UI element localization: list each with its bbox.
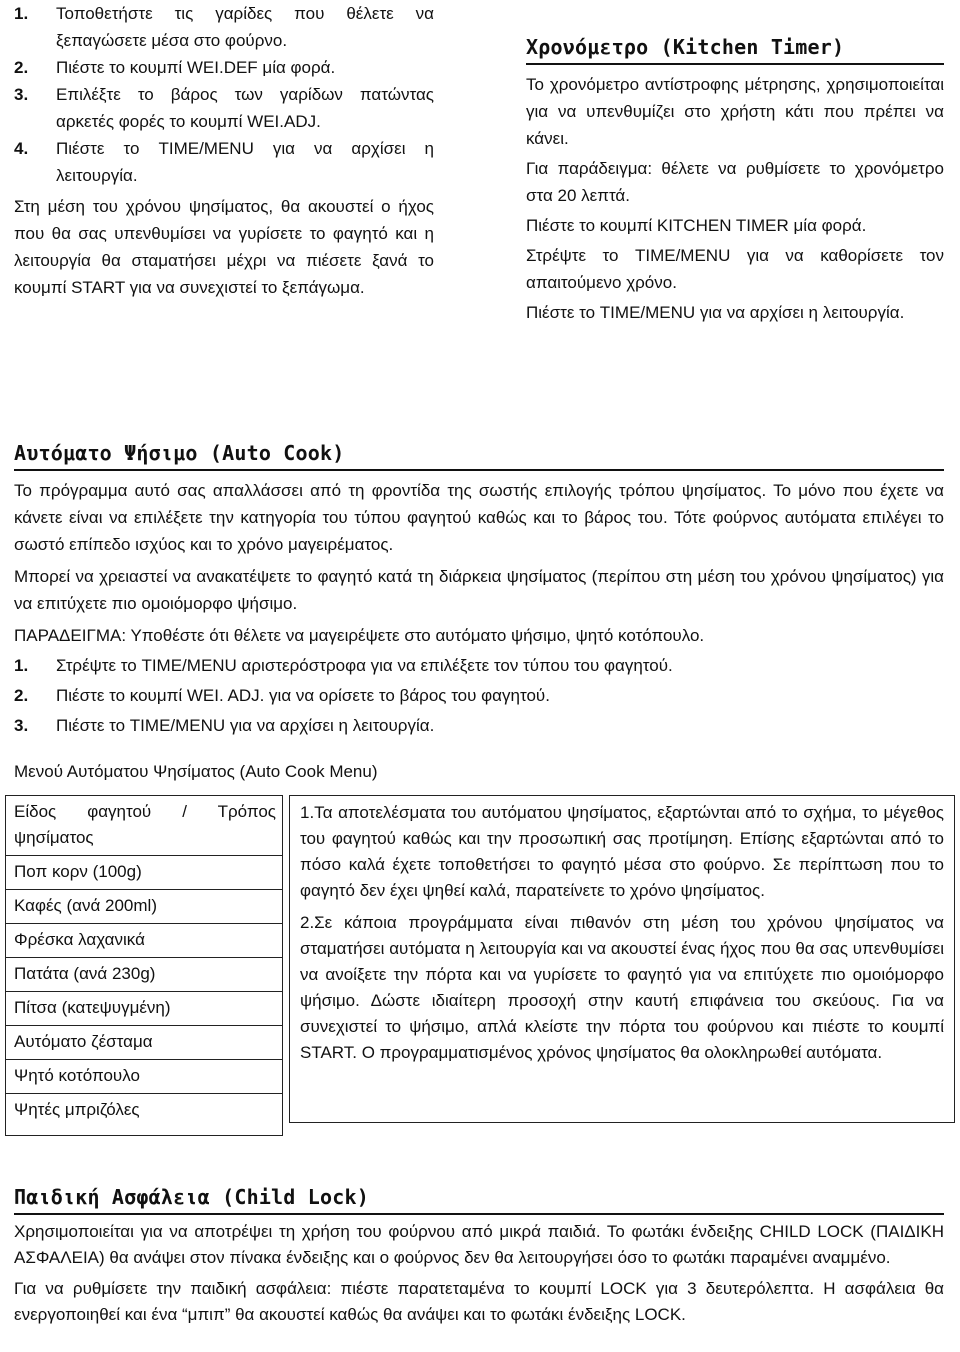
- step-number: 2.: [14, 58, 29, 77]
- timer-paragraph: Στρέψτε το TIME/MENU για να καθορίσετε τον απαιτούμενο χρόνο.: [526, 246, 944, 292]
- step-number: 3.: [14, 716, 29, 735]
- heading-underline: [526, 63, 944, 65]
- auto-cook-example-steps: [14, 652, 944, 739]
- auto-cook-paragraph: Μπορεί να χρειαστεί να ανακατέψετε το φαγητό κατά τη διάρκεια ψησίματος (περίπου στη μέση του χρόνου ψησίματος) για να επιτύχετε πιο ομοιόμορφο ψήσιμο.: [14, 567, 944, 613]
- step-text: Πιέστε το κουμπί WEI.DEF μία φορά.: [56, 58, 336, 77]
- step-number: 1.: [14, 656, 29, 675]
- step-number: 1.: [14, 4, 29, 23]
- auto-cook-note: 2.Σε κάποια προγράμματα είναι πιθανόν στη μέση του χρόνου ψησίματος να σταματήσει αυτόματα η λειτουργία και να ακουστεί ένας ήχος που θα σας υπενθυμίσει να ανοίξετε την πόρτα και να γυρίσετε το φαγητό για να επιτύχετε πιο ομοιόμορφο ψήσιμο. Δώστε ιδιαίτερη προσοχή στην καυτή επιφάνεια του σκεύους. Για να συνεχιστεί το ψήσιμο, απλά κλείστε την πόρτα του φούρνου και πιέστε το κουμπί START. Ο προγραμματισμένος χρόνος ψησίματος θα ολοκληρωθεί αυτόματα.: [300, 913, 944, 1062]
- menu-item: Αυτόματο ζέσταμα: [6, 1026, 283, 1060]
- auto-cook-menu-table: [5, 795, 283, 1136]
- auto-cook-paragraph: Το πρόγραμμα αυτό σας απαλλάσσει από τη φροντίδα της σωστής επιλογής τρόπου ψησίματος. Το μόνο που έχετε να κάνετε είναι να επιλέξετε την κατηγορία του τύπου φαγητού καθώς και το βάρος του. Τότε φούρνος αυτόματα επιλέγει το σωστό επίπεδο ισχύος και το χρόνο μαγειρέματος.: [14, 481, 944, 554]
- heading-underline: [14, 469, 944, 471]
- step-number: 3.: [14, 85, 29, 104]
- defrost-steps-list: [14, 0, 434, 189]
- example-step: [14, 682, 944, 709]
- step-text: Επιλέξτε το βάρος των γαρίδων πατώντας αρκετές φορές το κουμπί WEI.ADJ.: [56, 85, 434, 131]
- step-text: Πιέστε το TIME/MENU για να αρχίσει η λειτουργία.: [56, 139, 434, 185]
- timer-paragraph: Για παράδειγμα: θέλετε να ρυθμίσετε το χρονόμετρο στα 20 λεπτά.: [526, 159, 944, 205]
- kitchen-timer-heading: Χρονόμετρο (Kitchen Timer): [526, 35, 845, 59]
- timer-paragraph: Πιέστε το TIME/MENU για να αρχίσει η λειτουργία.: [526, 303, 905, 322]
- menu-item: Πατάτα (ανά 230g): [6, 958, 283, 992]
- child-lock-heading: Παιδική Ασφάλεια (Child Lock): [14, 1185, 369, 1209]
- child-lock-paragraph: Για να ρυθμίσετε την παιδική ασφάλεια: πιέστε παρατεταμένα το κουμπί LOCK για 3 δευτερόλεπτα. Η ασφάλεια θα ενεργοποιηθεί και ένα “μπιπ” θα ακουστεί καθώς θα ανάψει και το φωτάκι ένδειξης LOCK.: [14, 1279, 944, 1324]
- timer-paragraph: Το χρονόμετρο αντίστροφης μέτρησης, χρησιμοποιείται για να υπενθυμίζει στο χρήστη κάτι που πρέπει να κάνει.: [526, 75, 944, 148]
- timer-paragraph: Πιέστε το κουμπί KITCHEN TIMER μία φορά.: [526, 216, 867, 235]
- auto-cook-heading: Αυτόματο Ψήσιμο (Auto Cook): [14, 441, 345, 465]
- auto-cook-menu-heading: Μενού Αυτόματου Ψησίματος (Auto Cook Menu): [14, 762, 378, 781]
- heading-underline: [14, 1213, 944, 1215]
- example-step: [14, 652, 944, 679]
- auto-cook-notes: [289, 795, 955, 1123]
- defrost-step: [14, 135, 434, 189]
- example-step: [14, 712, 944, 739]
- step-text: Στρέψτε το TIME/MENU αριστερόστροφα για να επιλέξετε τον τύπου του φαγητού.: [56, 656, 673, 675]
- defrost-note: Στη μέση του χρόνου ψησίματος, θα ακουστεί ο ήχος που θα σας υπενθυμίσει να γυρίσετε το φαγητό και η λειτουργία θα σταματήσει μέχρι να πιέσετε ξανά το κουμπί START για να συνεχιστεί το ξεπάγωμα.: [14, 197, 434, 297]
- defrost-step: [14, 81, 434, 135]
- step-text: Πιέστε το TIME/MENU για να αρχίσει η λειτουργία.: [56, 716, 435, 735]
- menu-header-cell: Είδος φαγητού / Τρόπος ψησίματος: [6, 796, 283, 856]
- defrost-steps-column: [14, 0, 434, 301]
- defrost-step: [14, 54, 434, 81]
- menu-item: Πίτσα (κατεψυγμένη): [6, 992, 283, 1026]
- menu-item: Ψητό κοτόπουλο: [6, 1060, 283, 1094]
- step-number: 2.: [14, 686, 29, 705]
- auto-cook-section: [14, 440, 944, 739]
- menu-item: Φρέσκα λαχανικά: [6, 924, 283, 958]
- step-number: 4.: [14, 139, 29, 158]
- auto-cook-example: ΠΑΡΑΔΕΙΓΜΑ: Υποθέστε ότι θέλετε να μαγειρέψετε στο αυτόματο ψήσιμο, ψητό κοτόπουλο.: [14, 626, 705, 645]
- menu-item: Καφές (ανά 200ml): [6, 890, 283, 924]
- defrost-step: [14, 0, 434, 54]
- auto-cook-note: 1.Τα αποτελέσματα του αυτόματου ψησίματος, εξαρτώνται από το σχήμα, το μέγεθος του φαγητού καθώς και την προσωπική σας προτίμηση. Επίσης εξαρτώνται από το πόσο καλά έχετε τοποθετήσει το φαγητό μέσα στο φούρνο. Σε περίπτωση που το φαγητό δεν έχει ψηθεί καλά, παρατείνετε το χρόνο ψησίματος.: [300, 803, 944, 900]
- step-text: Τοποθετήστε τις γαρίδες που θέλετε να ξεπαγώσετε μέσα στο φούρνο.: [56, 4, 434, 50]
- menu-item: Ποπ κορν (100g): [6, 856, 283, 890]
- kitchen-timer-section: [526, 34, 944, 326]
- child-lock-paragraph: Χρησιμοποιείται για να αποτρέψει τη χρήση του φούρνου από μικρά παιδιά. Το φωτάκι ένδειξης CHILD LOCK (ΠΑΙΔΙΚΗ ΑΣΦΑΛΕΙΑ) θα ανάψει στον πίνακα ένδειξης και ο φούρνος δεν θα λειτουργήσει όσο το φωτάκι παραμένει αναμμένο.: [14, 1222, 944, 1267]
- child-lock-section: [14, 1184, 944, 1328]
- step-text: Πιέστε το κουμπί WEI. ADJ. για να ορίσετε το βάρος του φαγητού.: [56, 686, 550, 705]
- menu-item: Ψητές μπριζόλες: [6, 1094, 283, 1136]
